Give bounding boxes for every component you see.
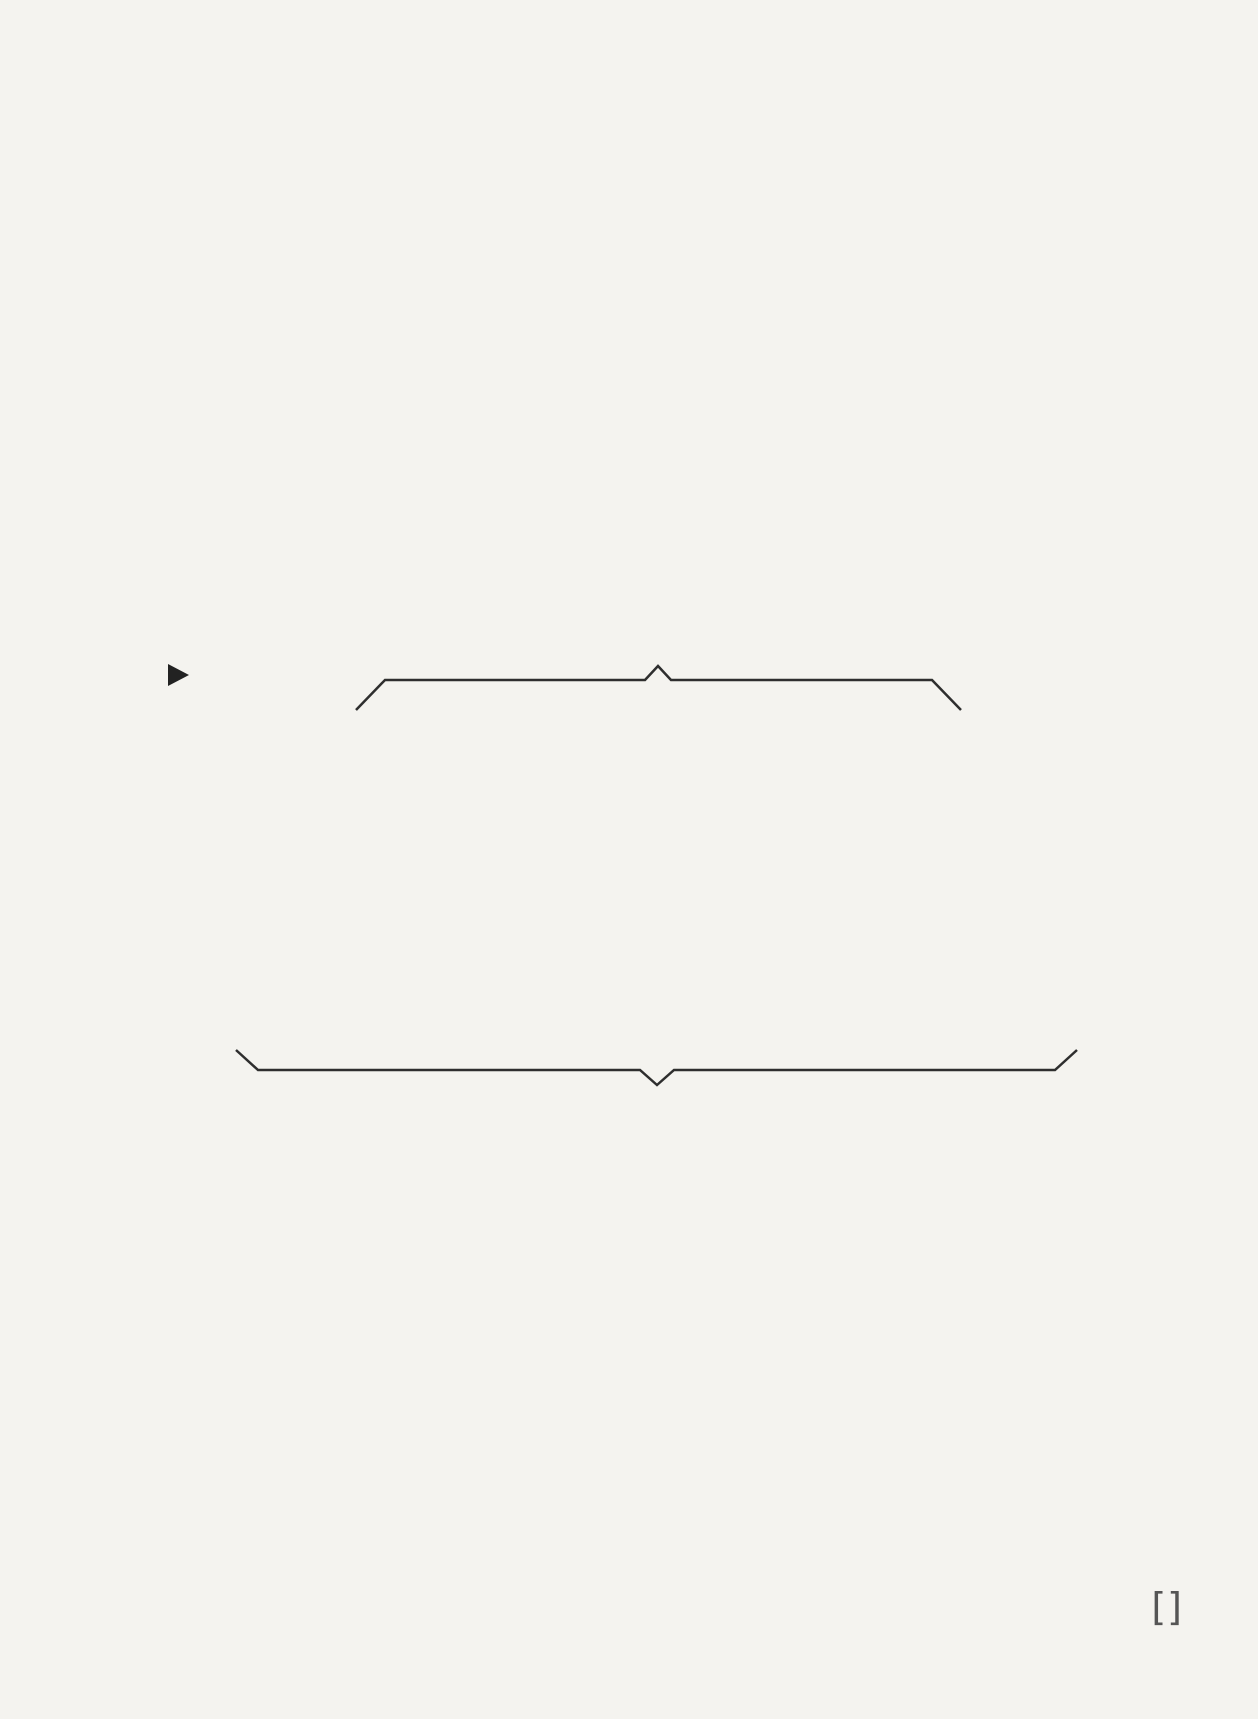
bracket-lines bbox=[236, 666, 1077, 1085]
page-number-bracket: [] bbox=[1151, 1585, 1183, 1629]
bottom-bracket bbox=[236, 1050, 1077, 1085]
inventory-policy-diagram bbox=[0, 610, 1258, 1140]
page-footer bbox=[1151, 1585, 1183, 1629]
top-bracket bbox=[356, 666, 961, 710]
